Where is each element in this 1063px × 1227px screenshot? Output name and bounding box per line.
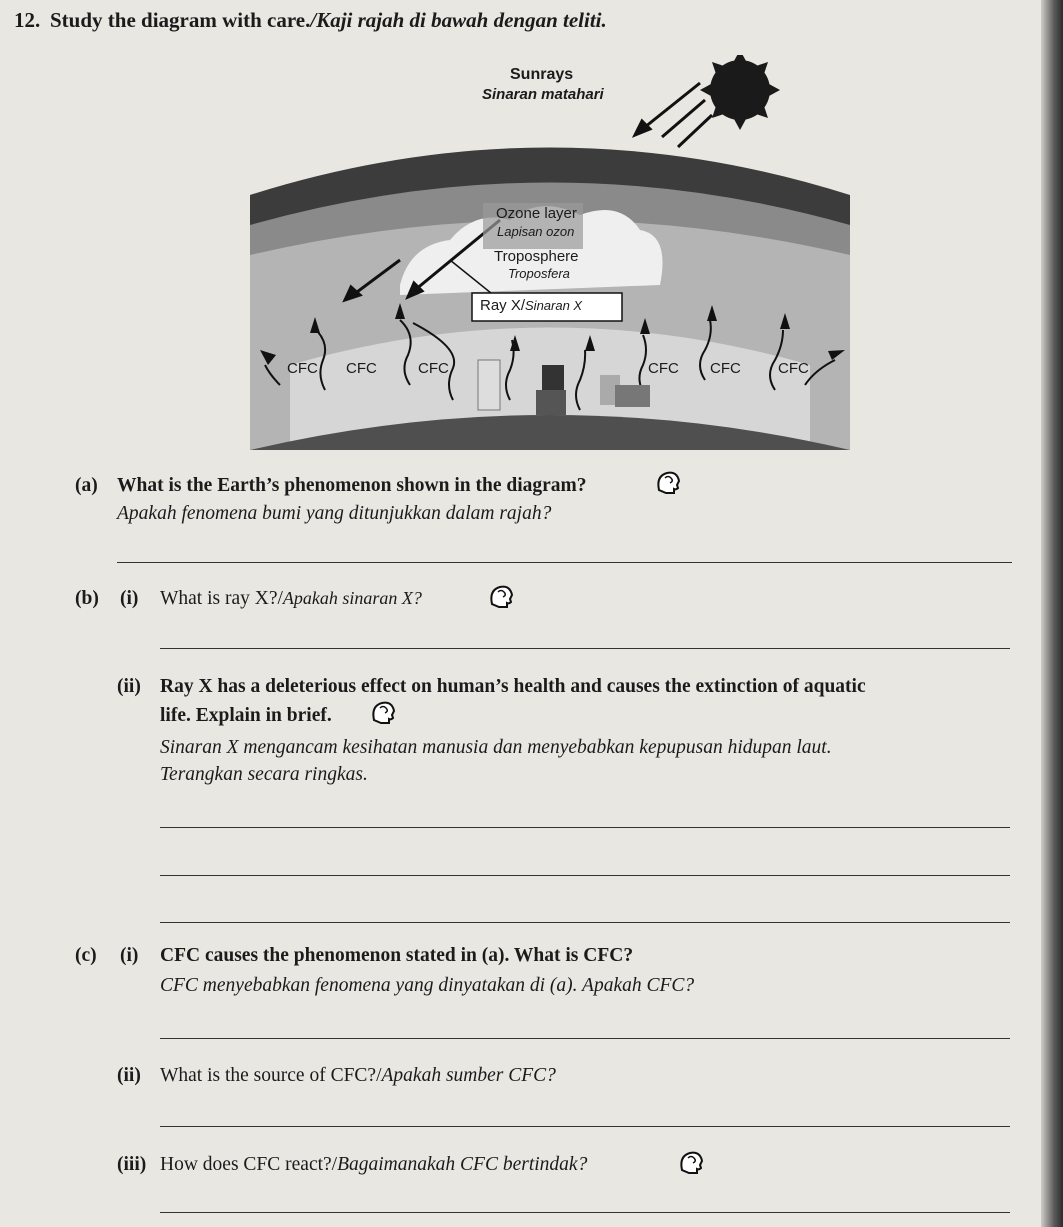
part-c-iii-question: [160, 1154, 587, 1176]
question-instruction: [50, 8, 607, 33]
part-c-iii-ms: Bagaimanakah CFC bertindak?: [337, 1154, 588, 1175]
part-c-i-label: (i): [120, 945, 139, 966]
part-c-ii-en: What is the source of CFC?/: [160, 1065, 382, 1086]
cfc-label-1: CFC: [287, 360, 318, 377]
part-b-label: (b): [75, 588, 99, 609]
part-c-label: (c): [75, 945, 97, 966]
page-edge-shadow: [1041, 0, 1063, 1227]
thinking-head-icon: [655, 470, 683, 496]
answer-line-b-i: [160, 648, 1010, 649]
sunrays-ms-label: Sinaran matahari: [482, 86, 604, 103]
troposphere-label: Troposphere: [494, 248, 579, 265]
cfc-label-4: CFC: [648, 360, 679, 377]
ray-x-ms: Sinaran X: [525, 298, 583, 313]
part-c-iii-en: How does CFC react?/: [160, 1154, 338, 1175]
part-c-ii-question: [160, 1065, 556, 1087]
part-a-label: (a): [75, 475, 98, 496]
part-c-i-question-en: CFC causes the phenomenon stated in (a). What is CFC?: [160, 945, 634, 966]
question-number: 12.: [14, 8, 41, 32]
part-c-ii-label: (ii): [117, 1065, 141, 1086]
ozone-layer-ms-label: Lapisan ozon: [497, 224, 575, 239]
answer-line-c-i: [160, 1038, 1010, 1039]
part-b-i-label: (i): [120, 588, 139, 609]
instruction-ms: /Kaji rajah di bawah dengan teliti.: [310, 8, 607, 32]
part-b-ii-label: (ii): [117, 676, 141, 697]
answer-line-c-iii: [160, 1212, 1010, 1213]
answer-line-a: [117, 562, 1012, 563]
part-b-ii-question-ms-1: Sinaran X mengancam kesihatan manusia dan menyebabkan kepupusan hidupan laut.: [160, 737, 832, 758]
thinking-head-icon: [488, 584, 516, 610]
cfc-label-5: CFC: [710, 360, 741, 377]
answer-line-c-ii: [160, 1126, 1010, 1127]
part-c-iii-label: (iii): [117, 1154, 147, 1175]
part-b-i-en: What is ray X?/: [160, 588, 283, 609]
thinking-head-icon: [370, 700, 398, 726]
ray-x-en: Ray X/: [480, 297, 526, 314]
cfc-label-3: CFC: [418, 360, 449, 377]
part-a-question-ms: Apakah fenomena bumi yang ditunjukkan dalam rajah?: [117, 503, 552, 524]
answer-line-b-ii-1: [160, 827, 1010, 828]
part-b-i-question: [160, 588, 422, 610]
sunrays-label: Sunrays: [510, 66, 574, 83]
thinking-head-icon: [678, 1150, 706, 1176]
part-c-ii-ms: Apakah sumber CFC?: [381, 1065, 556, 1086]
part-b-ii-question-en-1: Ray X has a deleterious effect on human’s health and causes the extinction of aquatic: [160, 676, 866, 697]
ozone-layer-label: Ozone layer: [496, 205, 577, 222]
part-a-question-en: What is the Earth’s phenomenon shown in the diagram?: [117, 475, 587, 496]
part-b-ii-question-ms-2: Terangkan secara ringkas.: [160, 764, 368, 785]
part-b-ii-question-en-2: life. Explain in brief.: [160, 705, 332, 726]
cfc-label-2: CFC: [346, 360, 377, 377]
part-c-i-question-ms: CFC menyebabkan fenomena yang dinyatakan di (a). Apakah CFC?: [160, 975, 695, 996]
part-b-i-ms: Apakah sinaran X?: [282, 588, 422, 608]
answer-line-b-ii-3: [160, 922, 1010, 923]
cfc-label-6: CFC: [778, 360, 809, 377]
ray-x-label: [480, 297, 582, 314]
answer-line-b-ii-2: [160, 875, 1010, 876]
troposphere-ms-label: Troposfera: [508, 266, 570, 281]
instruction-en: Study the diagram with care.: [50, 8, 311, 32]
